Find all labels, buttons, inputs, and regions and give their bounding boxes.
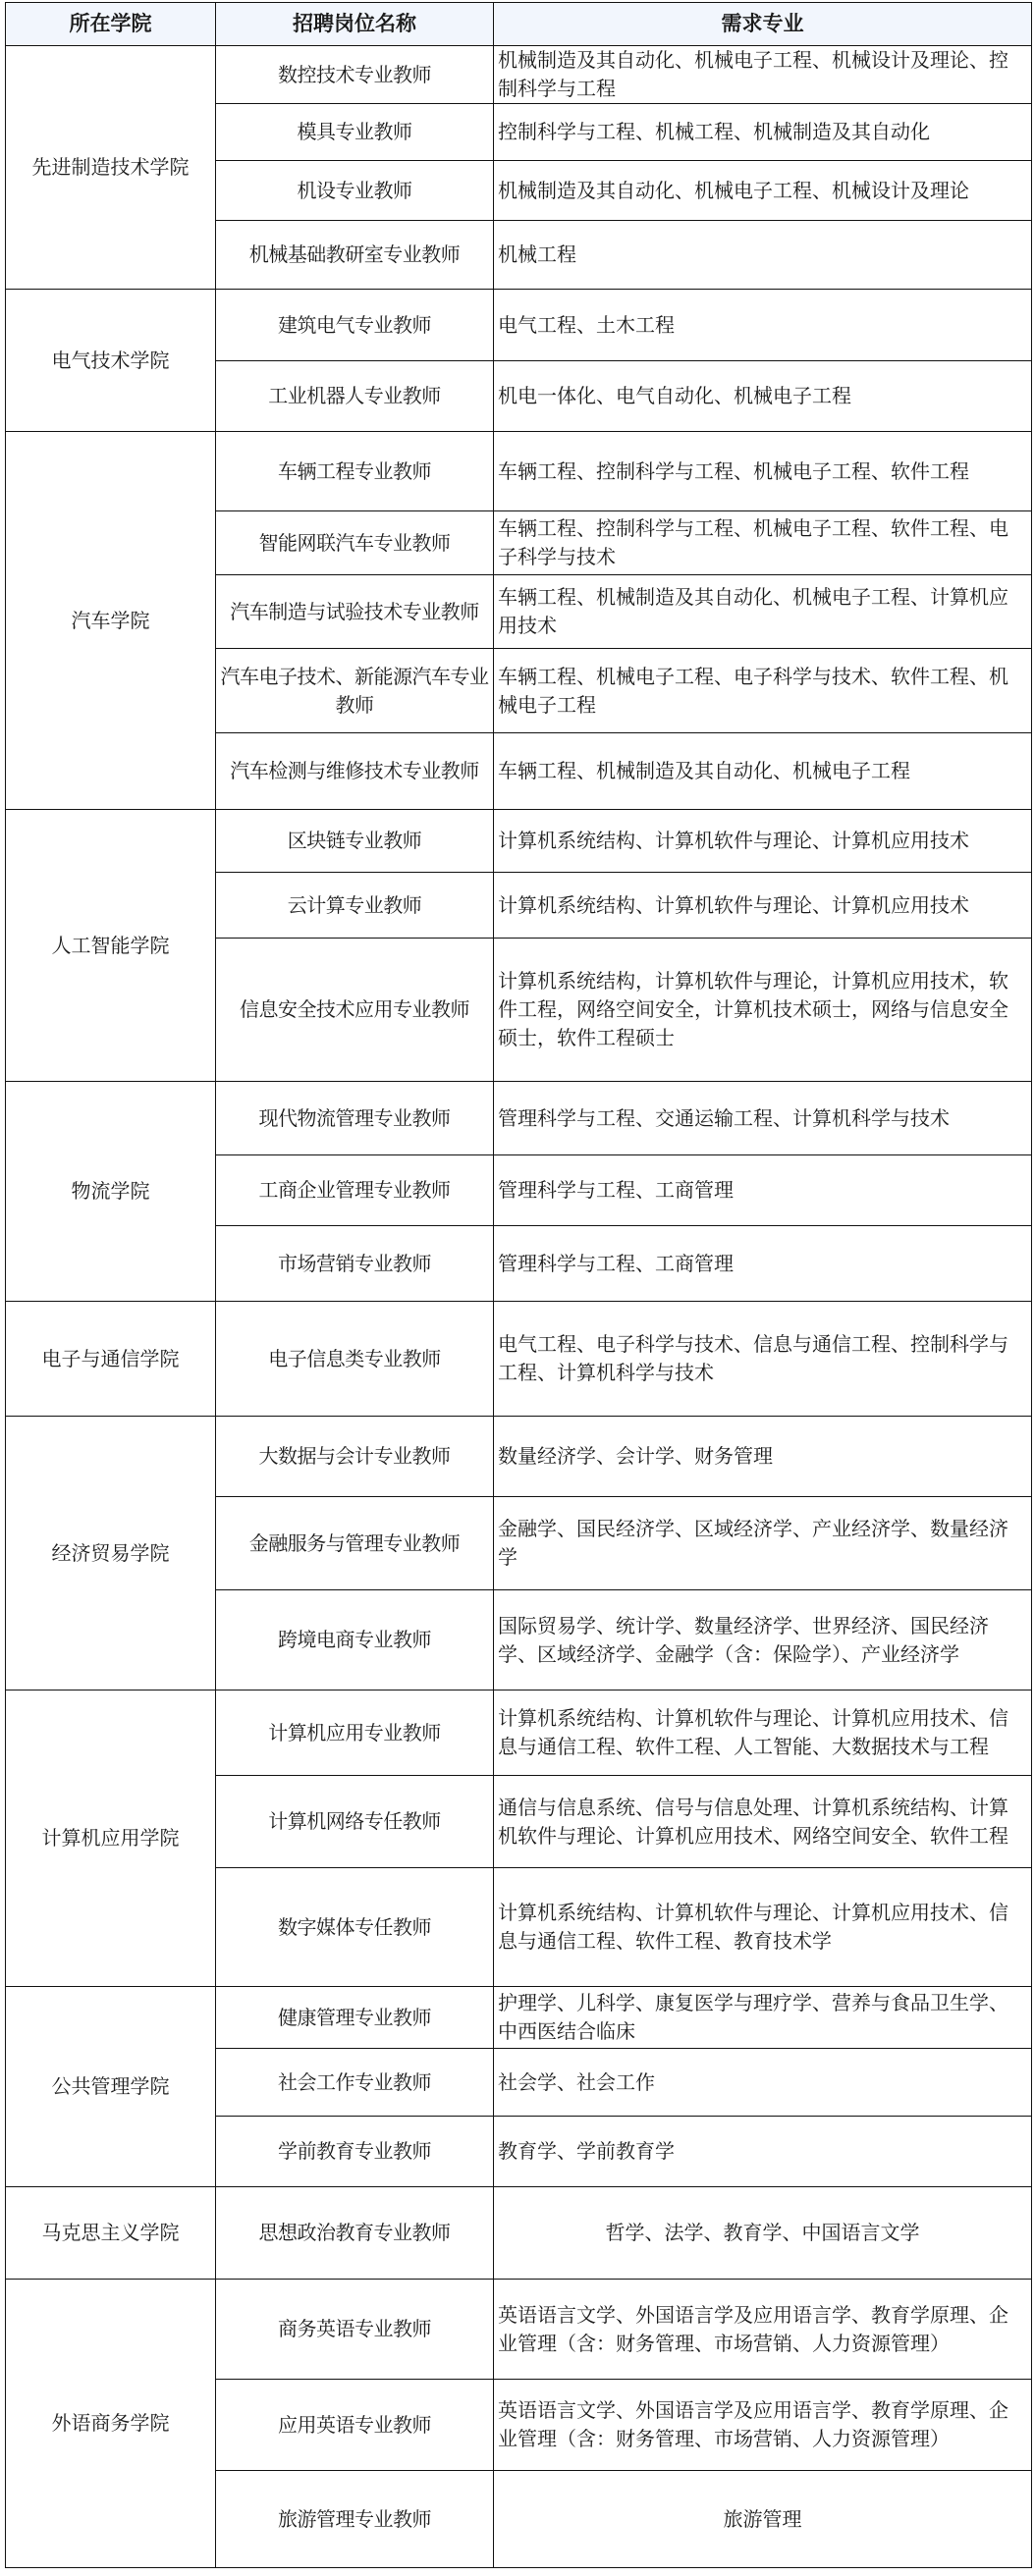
majors-cell: 车辆工程、机械制造及其自动化、机械电子工程 [494,733,1032,810]
table-header-row [6,3,1032,46]
college-cell: 外语商务学院 [6,2280,216,2568]
position-cell: 思想政治教育专业教师 [216,2187,494,2280]
table-row [6,1987,1032,2049]
majors-cell: 哲学、法学、教育学、中国语言文学 [494,2187,1032,2280]
table-row [6,2187,1032,2280]
majors-cell: 电气工程、土木工程 [494,290,1032,361]
position-cell: 金融服务与管理专业教师 [216,1497,494,1590]
position-cell: 社会工作专业教师 [216,2049,494,2117]
position-cell: 车辆工程专业教师 [216,432,494,511]
table-row [6,2280,1032,2380]
majors-cell: 管理科学与工程、工商管理 [494,1155,1032,1226]
header-college: 所在学院 [6,3,216,46]
college-cell: 汽车学院 [6,432,216,810]
position-cell: 区块链专业教师 [216,810,494,873]
table-row [6,46,1032,104]
position-cell: 机械基础教研室专业教师 [216,221,494,290]
position-cell: 学前教育专业教师 [216,2117,494,2187]
college-cell: 人工智能学院 [6,810,216,1082]
college-cell: 电气技术学院 [6,290,216,432]
position-cell: 数字媒体专任教师 [216,1868,494,1987]
majors-cell: 控制科学与工程、机械工程、机械制造及其自动化 [494,104,1032,161]
table-row [6,1082,1032,1155]
majors-cell: 计算机系统结构、计算机软件与理论、计算机应用技术、信息与通信工程、软件工程、教育技术学 [494,1868,1032,1987]
majors-cell: 数量经济学、会计学、财务管理 [494,1417,1032,1497]
college-cell: 先进制造技术学院 [6,46,216,290]
table-row [6,1302,1032,1417]
majors-cell: 旅游管理 [494,2471,1032,2568]
majors-cell: 车辆工程、机械电子工程、电子科学与技术、软件工程、机械电子工程 [494,649,1032,733]
majors-cell: 通信与信息系统、信号与信息处理、计算机系统结构、计算机软件与理论、计算机应用技术、网络空间安全、软件工程 [494,1776,1032,1868]
position-cell: 跨境电商专业教师 [216,1590,494,1690]
position-cell: 商务英语专业教师 [216,2280,494,2380]
position-cell: 大数据与会计专业教师 [216,1417,494,1497]
position-cell: 汽车检测与维修技术专业教师 [216,733,494,810]
position-cell: 数控技术专业教师 [216,46,494,104]
college-cell: 经济贸易学院 [6,1417,216,1690]
position-cell: 工商企业管理专业教师 [216,1155,494,1226]
majors-cell: 国际贸易学、统计学、数量经济学、世界经济、国民经济学、区域经济学、金融学（含：保险学）、产业经济学 [494,1590,1032,1690]
table-row [6,290,1032,361]
majors-cell: 管理科学与工程、工商管理 [494,1226,1032,1302]
majors-cell: 机械工程 [494,221,1032,290]
position-cell: 市场营销专业教师 [216,1226,494,1302]
college-cell: 公共管理学院 [6,1987,216,2187]
position-cell: 应用英语专业教师 [216,2380,494,2471]
position-cell: 计算机网络专任教师 [216,1776,494,1868]
position-cell: 建筑电气专业教师 [216,290,494,361]
majors-cell: 计算机系统结构，计算机软件与理论，计算机应用技术，软件工程，网络空间安全，计算机技术硕士，网络与信息安全硕士，软件工程硕士 [494,939,1032,1082]
majors-cell: 电气工程、电子科学与技术、信息与通信工程、控制科学与工程、计算机科学与技术 [494,1302,1032,1417]
majors-cell: 车辆工程、机械制造及其自动化、机械电子工程、计算机应用技术 [494,575,1032,649]
position-cell: 智能网联汽车专业教师 [216,511,494,575]
position-cell: 机设专业教师 [216,161,494,221]
header-majors: 需求专业 [494,3,1032,46]
position-cell: 云计算专业教师 [216,873,494,939]
college-cell: 计算机应用学院 [6,1690,216,1987]
majors-cell: 车辆工程、控制科学与工程、机械电子工程、软件工程 [494,432,1032,511]
table-row [6,810,1032,873]
majors-cell: 英语语言文学、外国语言学及应用语言学、教育学原理、企业管理（含：财务管理、市场营销、人力资源管理） [494,2280,1032,2380]
table-body [6,46,1032,2568]
table-row [6,1690,1032,1776]
header-position: 招聘岗位名称 [216,3,494,46]
position-cell: 模具专业教师 [216,104,494,161]
college-cell: 物流学院 [6,1082,216,1302]
majors-cell: 金融学、国民经济学、区域经济学、产业经济学、数量经济学 [494,1497,1032,1590]
majors-cell: 计算机系统结构、计算机软件与理论、计算机应用技术、信息与通信工程、软件工程、人工智能、大数据技术与工程 [494,1690,1032,1776]
position-cell: 健康管理专业教师 [216,1987,494,2049]
majors-cell: 机械制造及其自动化、机械电子工程、机械设计及理论、控制科学与工程 [494,46,1032,104]
position-cell: 现代物流管理专业教师 [216,1082,494,1155]
position-cell: 工业机器人专业教师 [216,361,494,432]
majors-cell: 计算机系统结构、计算机软件与理论、计算机应用技术 [494,810,1032,873]
majors-cell: 管理科学与工程、交通运输工程、计算机科学与技术 [494,1082,1032,1155]
recruitment-table [5,2,1032,2568]
majors-cell: 机电一体化、电气自动化、机械电子工程 [494,361,1032,432]
table-row [6,432,1032,511]
position-cell: 汽车制造与试验技术专业教师 [216,575,494,649]
majors-cell: 计算机系统结构、计算机软件与理论、计算机应用技术 [494,873,1032,939]
position-cell: 旅游管理专业教师 [216,2471,494,2568]
majors-cell: 教育学、学前教育学 [494,2117,1032,2187]
majors-cell: 社会学、社会工作 [494,2049,1032,2117]
table-row [6,1417,1032,1497]
majors-cell: 车辆工程、控制科学与工程、机械电子工程、软件工程、电子科学与技术 [494,511,1032,575]
majors-cell: 护理学、儿科学、康复医学与理疗学、营养与食品卫生学、中西医结合临床 [494,1987,1032,2049]
majors-cell: 英语语言文学、外国语言学及应用语言学、教育学原理、企业管理（含：财务管理、市场营销、人力资源管理） [494,2380,1032,2471]
position-cell: 计算机应用专业教师 [216,1690,494,1776]
majors-cell: 机械制造及其自动化、机械电子工程、机械设计及理论 [494,161,1032,221]
college-cell: 马克思主义学院 [6,2187,216,2280]
position-cell: 信息安全技术应用专业教师 [216,939,494,1082]
position-cell: 汽车电子技术、新能源汽车专业教师 [216,649,494,733]
position-cell: 电子信息类专业教师 [216,1302,494,1417]
college-cell: 电子与通信学院 [6,1302,216,1417]
